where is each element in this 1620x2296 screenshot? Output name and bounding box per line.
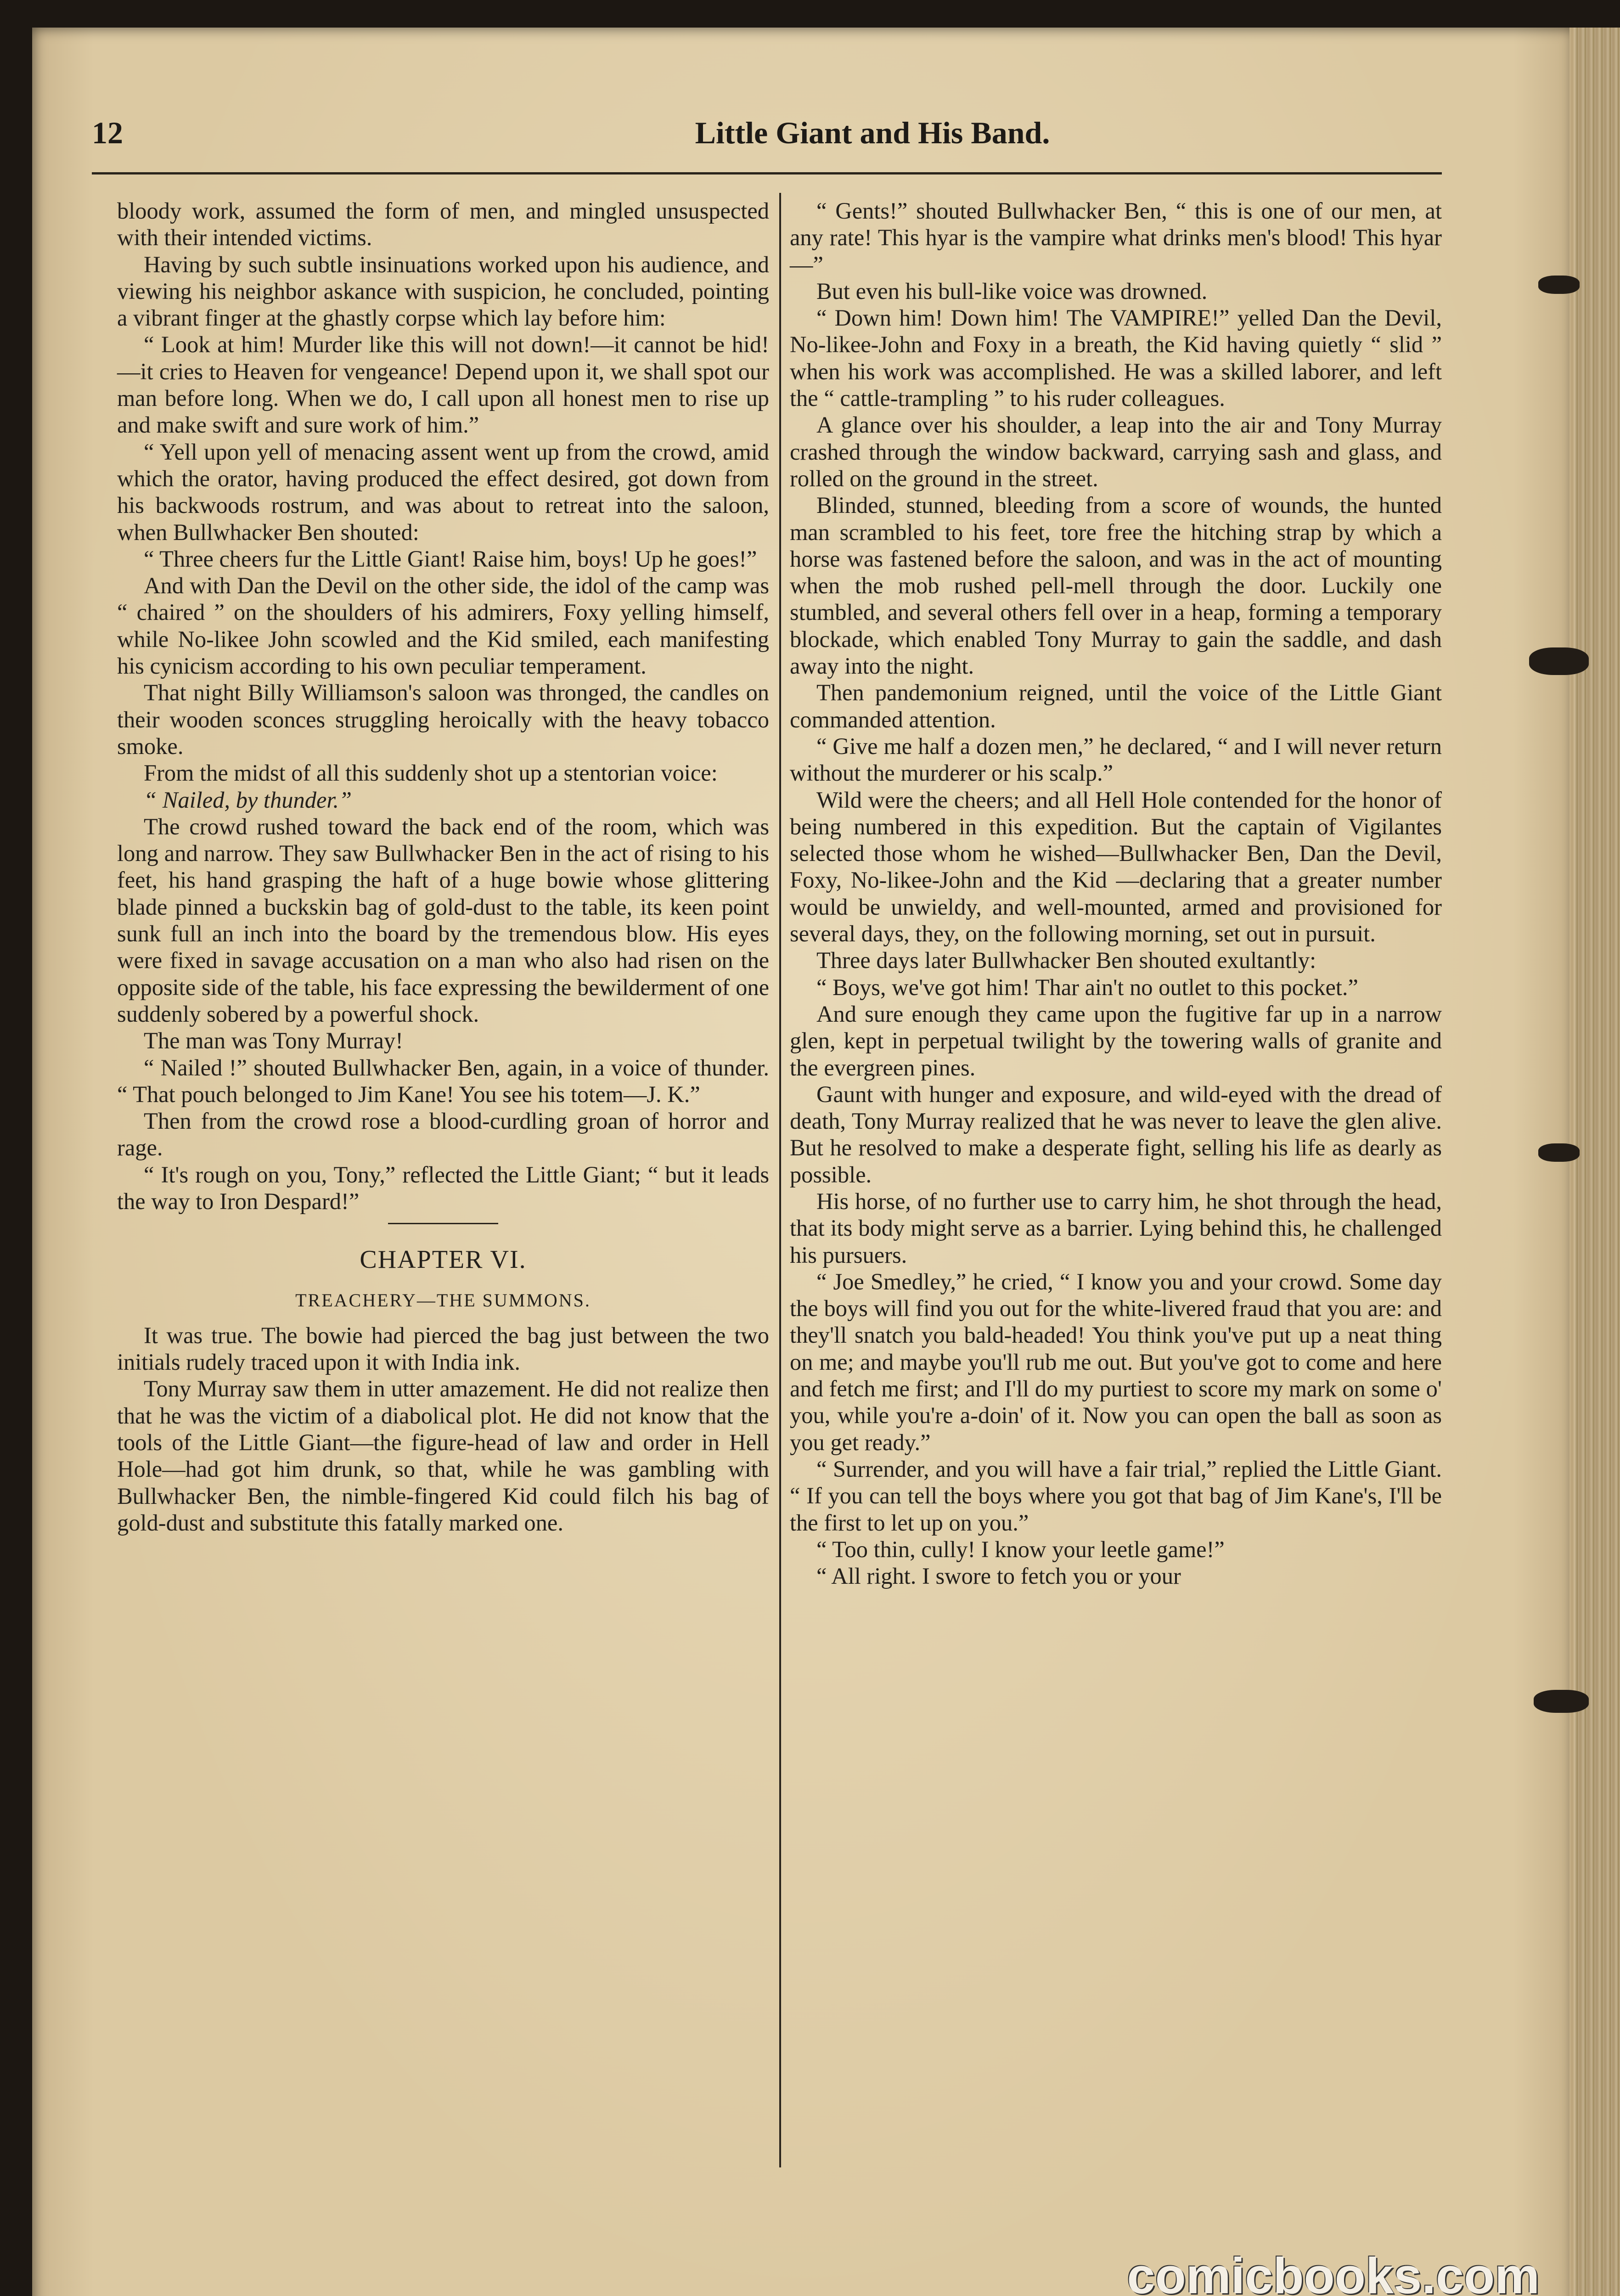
paragraph: “ Nailed !” shouted Bullwhacker Ben, again, in a voice of thunder. “ That pouch belonged to Jim Kane! You see his totem—J. K.” [117,1054,769,1107]
paragraph: Blinded, stunned, bleeding from a score of wounds, the hunted man scrambled to his feet, tore free the hitching strap by which a horse was fastened before the saloon, and was in the act of mounting when the mob rushed pell-mell through the door. Luckily one stumbled, and several others fell over in a heap, forming a temporary blockade, which enabled Tony Murray to gain the saddle, and dash away into the night. [790,492,1442,679]
page-edge-stack [1569,28,1620,2296]
binding-hole [1538,276,1580,294]
paragraph: Wild were the cheers; and all Hell Hole contended for the honor of being numbered in this expedition. But the captain of Vigilantes selected those whom he wished—Bullwhacker Ben, Dan the Devil, Foxy, No-likee-John and the Kid —declaring that a greater number would be unwieldy, and well-mounted, armed and provisioned for several days, they, on the following morning, set out in pursuit. [790,787,1442,947]
binding-hole [1538,1143,1580,1162]
paragraph: “ Down him! Down him! The VAMPIRE!” yelled Dan the Devil, No-likee-John and Foxy in a breath, the Kid having quietly “ slid ” when his work was accomplished. He was a skilled laborer, and left the “ cattle-trampling ” to his ruder colleagues. [790,305,1442,411]
paragraph: The crowd rushed toward the back end of the room, which was long and narrow. They saw Bullwhacker Ben in the act of rising to his feet, his hand grasping the haft of a huge bowie whose glittering blade pinned a buckskin bag of gold-dust to the table, its keen point sunk full an inch into the board by the tremendous blow. His eyes were fixed in savage accusation on a man who also had risen on the opposite side of the table, his face expressing the bewilderment of one suddenly sobered by a powerful shock. [117,813,769,1027]
paragraph: Then from the crowd rose a blood-curdling groan of horror and rage. [117,1108,769,1161]
paragraph: It was true. The bowie had pierced the bag just between the two initials rudely traced upon it with India ink. [117,1322,769,1375]
paragraph: Having by such subtle insinuations worked upon his audience, and viewing his neighbor askance with suspicion, he concluded, pointing a vibrant finger at the ghastly corpse which lay before him: [117,251,769,331]
left-column [117,197,769,1536]
chapter-heading: CHAPTER VI. [360,1245,527,1274]
watermark-logo: comicbooks.com [1127,2248,1540,2296]
binding-hole [1529,647,1589,675]
paragraph: “ Yell upon yell of menacing assent went up from the crowd, amid which the orator, having produced the effect desired, got down from his backwoods rostrum, and was about to retreat into the saloon, when Bullwhacker Ben shouted: [117,439,769,545]
column-divider [779,193,781,2167]
paragraph: And with Dan the Devil on the other side, the idol of the camp was “ chaired ” on the shoulders of his admirers, Foxy yelling himself, while No-likee John scowled and the Kid smiled, each manifesting his cynicism according to his own peculiar temperament. [117,573,769,679]
paragraph: “ Surrender, and you will have a fair trial,” replied the Little Giant. “ If you can tell the boys where you got that bag of Jim Kane's, I'll be the first to let up on you.” [790,1456,1442,1536]
paragraph: Three days later Bullwhacker Ben shouted exultantly: [816,947,1316,974]
paragraph: From the midst of all this suddenly shot up a stentorian voice: [144,760,718,786]
paragraph: A glance over his shoulder, a leap into the air and Tony Murray crashed through the window backward, carrying sash and glass, and rolled on the ground in the street. [790,412,1442,491]
chapter-divider-rule [388,1223,498,1224]
paragraph: Gaunt with hunger and exposure, and wild-eyed with the dread of death, Tony Murray realized that he was never to leave the glen alive. But he resolved to make a desperate fight, selling his life as dearly as possible. [790,1081,1442,1187]
binding-hole [1534,1690,1589,1713]
paragraph: Then pandemonium reigned, until the voice of the Little Giant commanded attention. [790,680,1442,732]
paragraph: That night Billy Williamson's saloon was thronged, the candles on their wooden sconces struggling heroically with the heavy tobacco smoke. [117,680,769,759]
page-number: 12 [92,115,123,150]
paragraph: “ Give me half a dozen men,” he declared, “ and I will never return without the murderer or his scalp.” [790,733,1442,786]
paragraph: And sure enough they came upon the fugitive far up in a narrow glen, kept in perpetual twilight by the towering walls of granite and the evergreen pines. [790,1001,1442,1080]
paragraph: “ Nailed, by thunder.” [144,787,352,813]
right-column [790,197,1442,1589]
paragraph: “ Gents!” shouted Bullwhacker Ben, “ this is one of our men, at any rate! This hyar is the vampire what drinks men's blood! This hyar—” [790,198,1442,277]
paragraph: “ It's rough on you, Tony,” reflected the Little Giant; “ but it leads the way to Iron Despard!” [117,1161,769,1214]
paragraph: “ Joe Smedley,” he cried, “ I know you and your crowd. Some day the boys will find you out for the white-livered fraud that you are: and they'll snatch you bald-headed! You think you've put up a neat thing on me; and maybe you'll rub me out. But you've got to come and here and fetch me first; and I'll do my purtiest to score my mark on some o' you, while you're a-doin' of it. Now you can open the ball as soon as you get ready.” [790,1268,1442,1455]
paragraph: “ Boys, we've got him! Thar ain't no outlet to this pocket.” [816,974,1358,1000]
page-header [92,115,1442,170]
paragraph: But even his bull-like voice was drowned. [816,278,1208,304]
paragraph: “ Three cheers fur the Little Giant! Raise him, boys! Up he goes!” [144,546,757,572]
paragraph: Tony Murray saw them in utter amazement. He did not realize then that he was the victim of a diabolical plot. He did not know that the tools of the Little Giant—the figure-head of law and order in Hell Hole—had got him drunk, so that, while he was gambling with Bullwhacker Ben, the nimble-fingered Kid could filch his bag of gold-dust and substitute this fatally marked one. [117,1376,769,1536]
paragraph: “ Look at him! Murder like this will not down!—it cannot be hid!—it cries to Heaven for vengeance! Depend upon it, we shall spot our man before long. When we do, I call upon all honest men to rise up and make swift and sure work of him.” [117,332,769,438]
paragraph: “ Too thin, cully! I know your leetle game!” [816,1536,1225,1562]
paragraph: His horse, of no further use to carry him, he shot through the head, that its body might serve as a barrier. Lying behind this, he challenged his pursuers. [790,1188,1442,1268]
paragraph: The man was Tony Murray! [144,1028,403,1054]
running-title: Little Giant and His Band. [695,115,1050,150]
chapter-subtitle: TREACHERY—THE SUMMONS. [295,1289,591,1311]
paragraph: “ All right. I swore to fetch you or your [816,1563,1181,1589]
header-rule [92,172,1442,174]
paragraph: bloody work, assumed the form of men, and mingled unsuspected with their intended victims. [117,198,769,251]
